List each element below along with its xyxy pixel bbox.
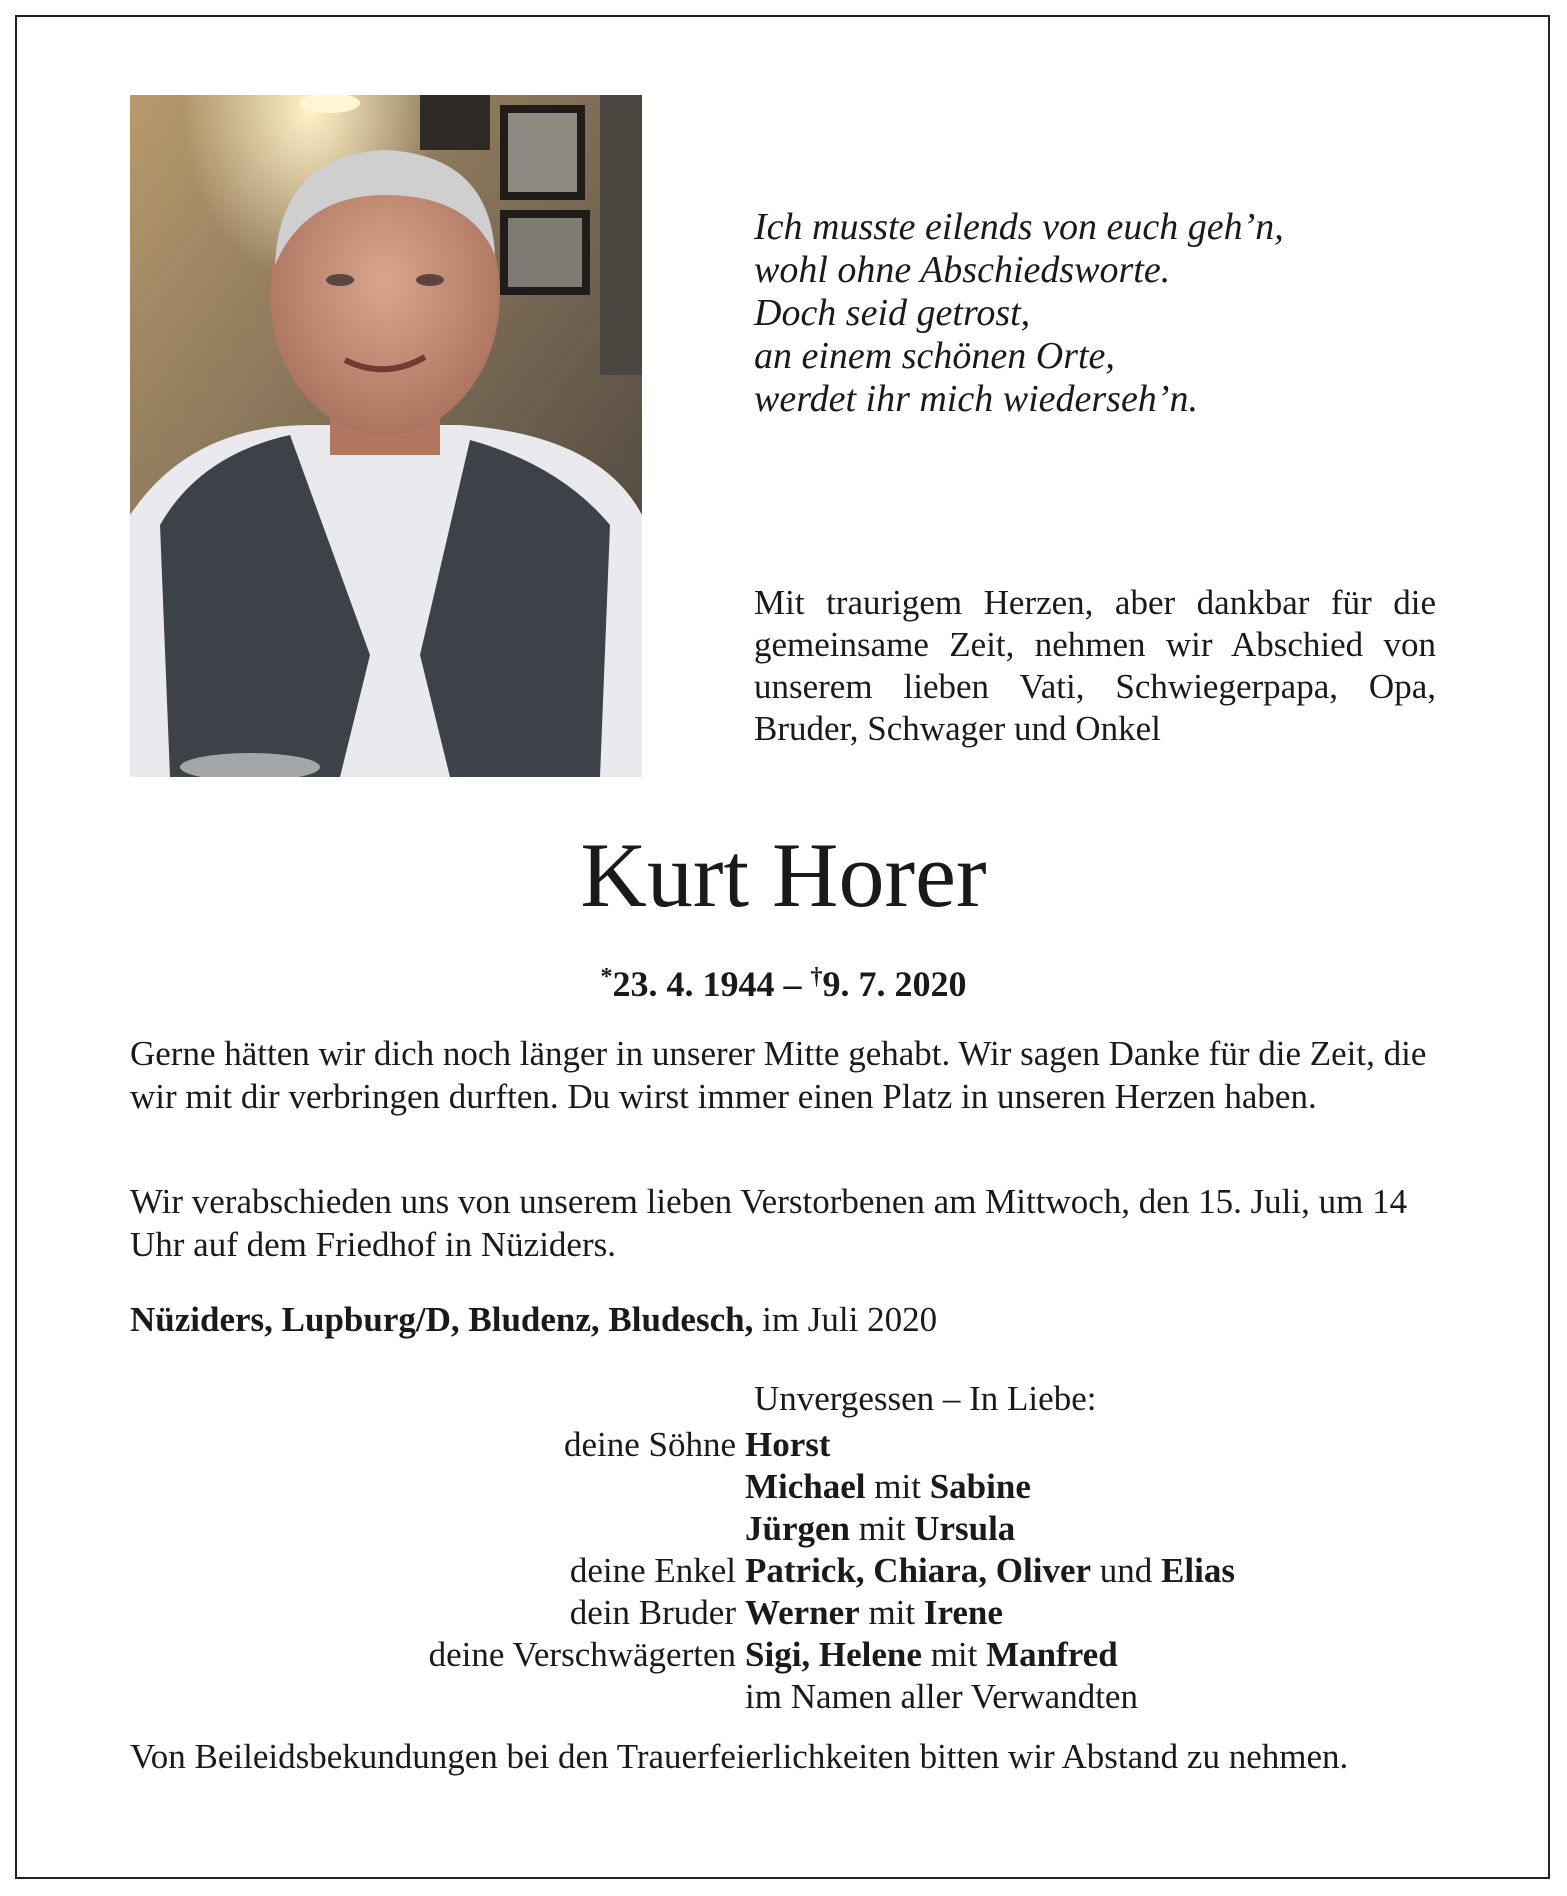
connector-text: mit: [921, 1635, 987, 1674]
poem: [754, 206, 1454, 421]
list-item: [130, 1634, 1450, 1676]
birth-date: 23. 4. 1944: [612, 964, 775, 1004]
mourner-name: Irene: [923, 1593, 1003, 1632]
poem-line: wohl ohne Abschiedsworte.: [754, 249, 1171, 291]
relation-label: deine Söhne: [563, 1425, 736, 1464]
closing-line: Unvergessen – In Liebe:: [754, 1379, 1097, 1418]
list-item: [130, 1508, 1450, 1550]
thanks-paragraph: Gerne hätten wir dich noch länger in unserer Mitte gehabt. Wir sagen Danke für die Zeit, die wir mit dir verbringen durften. Du wirst immer einen Platz in unseren Herzen haben.: [130, 1034, 1427, 1116]
list-item: [130, 1592, 1450, 1634]
intro-paragraph: Mit traurigem Herzen, aber dankbar für die gemeinsame Zeit, nehmen wir Abschied von unserem lieben Vati, Schwiegerpapa, Opa, Bruder, Schwager und Onkel: [754, 583, 1436, 748]
deceased-name: Kurt Horer: [580, 824, 987, 926]
relation-label: deine Enkel: [569, 1551, 736, 1590]
date-dash: –: [774, 964, 811, 1004]
places-bold: Nüziders, Lupburg/D, Bludenz, Bludesch,: [130, 1300, 754, 1339]
poem-line: an einem schönen Orte,: [754, 335, 1115, 377]
poem-line: werdet ihr mich wiederseh’n.: [754, 378, 1198, 420]
poem-line: Ich musste eilends von euch geh’n,: [754, 206, 1284, 248]
birth-mark: *: [600, 964, 613, 990]
connector-text: mit: [859, 1593, 924, 1632]
portrait-photo: [130, 95, 642, 777]
connector-text: mit: [865, 1467, 930, 1506]
mourner-name: Ursula: [914, 1509, 1016, 1548]
list-item: [130, 1424, 1450, 1466]
mourner-name: Werner: [745, 1593, 860, 1632]
mourner-name: Manfred: [986, 1635, 1118, 1674]
list-item: [130, 1466, 1450, 1508]
mourner-name: Sabine: [929, 1467, 1031, 1506]
final-note: Von Beileidsbekundungen bei den Trauerfeierlichkeiten bitten wir Abstand zu nehmen.: [130, 1737, 1349, 1776]
poem-line: Doch seid getrost,: [754, 292, 1031, 334]
mourner-name: Elias: [1161, 1551, 1235, 1590]
list-item: [130, 1550, 1450, 1592]
list-item: [130, 1676, 1450, 1718]
relation-label: deine Verschwägerten: [428, 1635, 736, 1674]
funeral-paragraph: Wir verabschieden uns von unserem lieben Verstorbenen am Mittwoch, den 15. Juli, um 14 Uhr auf dem Friedhof in Nüziders.: [130, 1182, 1408, 1264]
death-date: 9. 7. 2020: [822, 964, 967, 1004]
mourner-name: Sigi, Helene: [745, 1635, 922, 1674]
places-date: im Juli 2020: [753, 1300, 938, 1339]
life-dates: [0, 955, 1567, 1006]
connector-text: mit: [850, 1509, 915, 1548]
relation-label: dein Bruder: [569, 1593, 736, 1632]
connector-text: und: [1091, 1551, 1162, 1590]
death-mark: †: [810, 964, 823, 990]
mourner-name: Jürgen: [745, 1509, 850, 1548]
relatives-line: im Namen aller Verwandten: [745, 1677, 1138, 1716]
mourner-name: Horst: [745, 1425, 831, 1464]
mourner-name: Michael: [745, 1467, 866, 1506]
places-line: [130, 1298, 937, 1341]
mourner-name: Patrick, Chiara, Oliver: [745, 1551, 1092, 1590]
mourners-list: [130, 1424, 1450, 1718]
